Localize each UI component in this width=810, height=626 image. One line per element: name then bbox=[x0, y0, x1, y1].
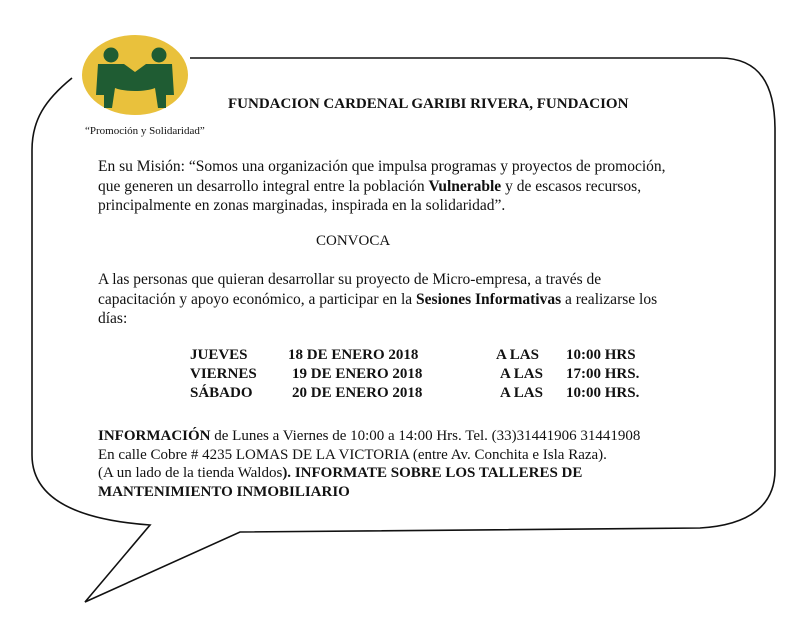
text: (A un lado de la tienda Waldos bbox=[98, 465, 283, 482]
date: 20 DE ENERO 2018 bbox=[292, 385, 423, 401]
convoca-heading: CONVOCA bbox=[316, 233, 391, 249]
at: A LAS bbox=[500, 385, 543, 401]
emphasis: INFORMATE SOBRE LOS TALLERES DE bbox=[294, 465, 583, 482]
call-line: días: bbox=[98, 310, 128, 327]
time: 17:00 HRS. bbox=[566, 366, 640, 382]
date: 19 DE ENERO 2018 bbox=[292, 366, 423, 382]
call-line: A las personas que quieran desarrollar su proyecto de Micro-empresa, a través de bbox=[98, 271, 602, 288]
text: capacitación y apoyo económico, a participar en la bbox=[98, 290, 417, 308]
info-line: En calle Cobre # 4235 LOMAS DE LA VICTORIA (entre Av. Conchita e Isla Raza). bbox=[98, 446, 607, 463]
info-line: MANTENIMIENTO INMOBILIARIO bbox=[98, 484, 350, 501]
info-label: INFORMACIÓN bbox=[98, 428, 211, 444]
emphasis: Vulnerable bbox=[428, 177, 502, 195]
mission-paragraph bbox=[98, 157, 666, 216]
logo bbox=[82, 35, 188, 115]
text: ). bbox=[282, 465, 295, 482]
at: A LAS bbox=[500, 366, 543, 382]
mission-line bbox=[98, 177, 666, 197]
info-line bbox=[98, 464, 640, 483]
text: de Lunes a Viernes de 10:00 a 14:00 Hrs. Tel. (33)31441906 31441908 bbox=[210, 428, 641, 444]
page-title: FUNDACION CARDENAL GARIBI RIVERA, FUNDACION bbox=[228, 96, 629, 112]
info-paragraph bbox=[98, 427, 640, 502]
text: que generen un desarrollo integral entre la población bbox=[98, 177, 429, 195]
time: 10:00 HRS. bbox=[566, 385, 640, 401]
time: 10:00 HRS bbox=[566, 347, 636, 363]
mission-line: En su Misión: “Somos una organización que impulsa programas y proyectos de promoción, bbox=[98, 158, 666, 175]
call-paragraph bbox=[98, 270, 657, 329]
day: SÁBADO bbox=[190, 385, 253, 401]
mission-line: principalmente en zonas marginadas, inspirada en la solidaridad”. bbox=[98, 197, 506, 214]
info-line bbox=[98, 427, 640, 446]
text: y de escasos recursos, bbox=[501, 177, 642, 195]
date: 18 DE ENERO 2018 bbox=[288, 347, 419, 363]
tagline: “Promoción y Solidaridad” bbox=[85, 125, 205, 137]
day: VIERNES bbox=[190, 366, 257, 382]
day: JUEVES bbox=[190, 347, 248, 363]
call-line bbox=[98, 290, 657, 310]
emphasis: Sesiones Informativas bbox=[416, 290, 562, 308]
at: A LAS bbox=[496, 347, 539, 363]
text: a realizarse los bbox=[561, 290, 658, 308]
